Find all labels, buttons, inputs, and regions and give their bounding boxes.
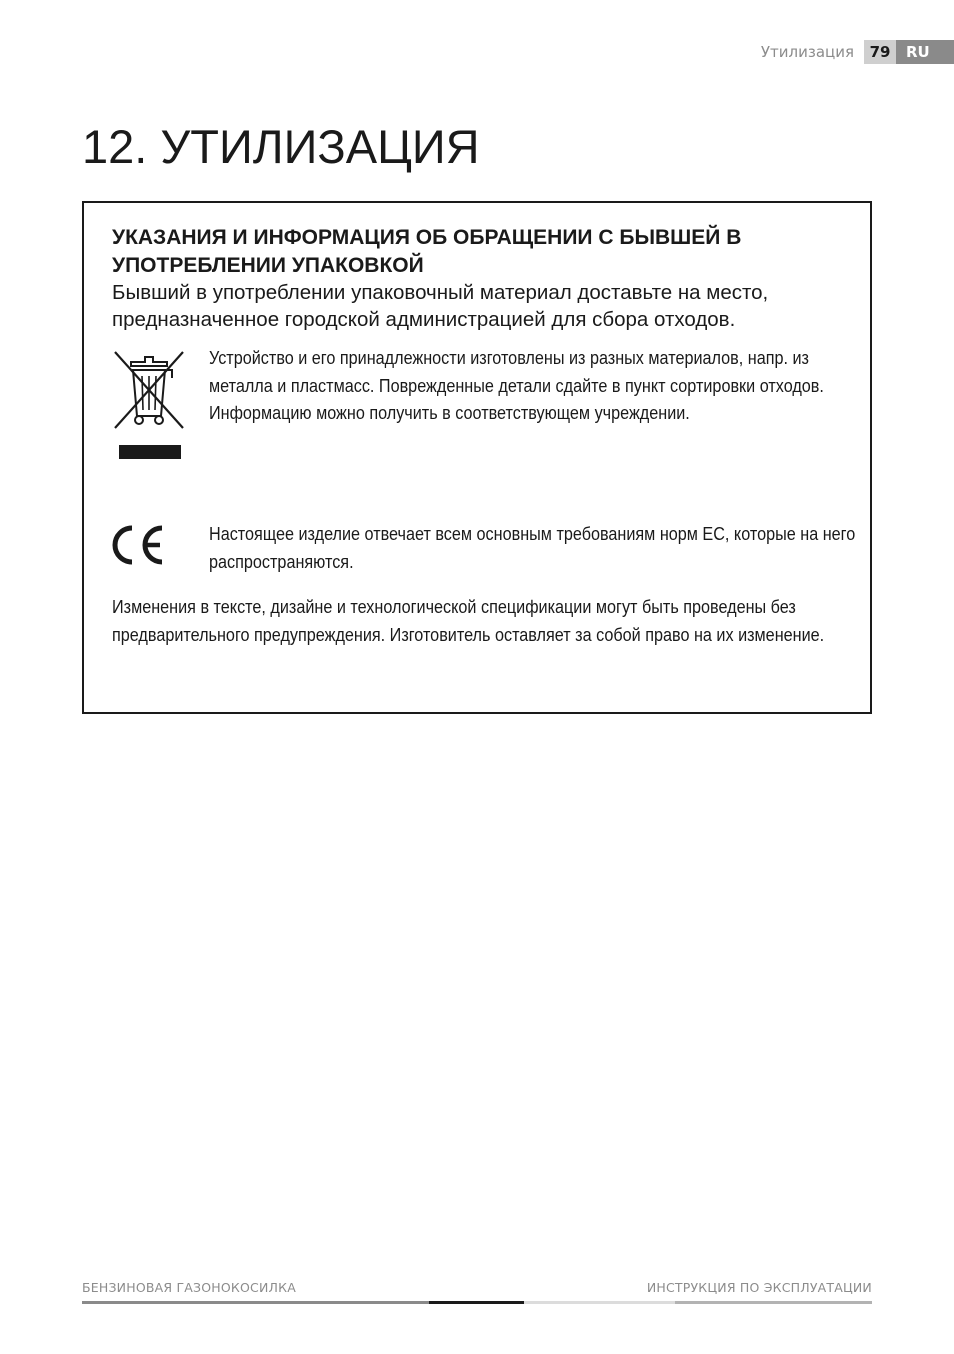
footer-manual-title: ИНСТРУКЦИЯ ПО ЭКСПЛУАТАЦИИ — [646, 1280, 872, 1295]
box-heading: УКАЗАНИЯ И ИНФОРМАЦИЯ ОБ ОБРАЩЕНИИ С БЫВШЕЙ В УПОТРЕБЛЕНИИ УПАКОВКОЙ — [112, 226, 742, 277]
footer-rule-segment — [429, 1301, 524, 1304]
page-header — [761, 40, 954, 64]
box-lead-text: Бывший в употреблении упаковочный материал доставьте на место, предназначенное городской администрацией для сбора отходов. — [112, 281, 769, 331]
header-language-tag: RU — [896, 40, 954, 64]
footer-rule-segment — [82, 1301, 429, 1304]
ce-conformity-text: Настоящее изделие отвечает всем основным требованиям норм ЕС, которые на него распространяются. — [209, 524, 856, 572]
weee-disposal-text: Устройство и его принадлежности изготовлены из разных материалов, напр. из металла и пластмасс. Поврежденные детали сдайте в пункт сортировки отходов. Информацию можно получить в соответствующем учреждении. — [209, 348, 824, 423]
footer-rule-segment — [524, 1301, 675, 1304]
footer-product-name: БЕНЗИНОВАЯ ГАЗОНОКОСИЛКА — [82, 1280, 296, 1295]
change-notice-text: Изменения в тексте, дизайне и технологической спецификации могут быть проведены без предварительного предупреждения. Изготовитель оставляет за собой право на их изменение. — [112, 597, 825, 645]
page-footer — [82, 1280, 872, 1306]
header-page-number: 79 — [864, 40, 896, 64]
footer-rule — [82, 1301, 872, 1304]
disposal-info-box — [82, 201, 872, 714]
ce-mark-icon — [110, 523, 168, 567]
footer-rule-segment — [675, 1301, 872, 1304]
crossed-out-wheelie-bin-icon — [109, 348, 189, 463]
header-section-title: Утилизация — [760, 43, 854, 61]
page-title: 12. УТИЛИЗАЦИЯ — [82, 120, 480, 173]
